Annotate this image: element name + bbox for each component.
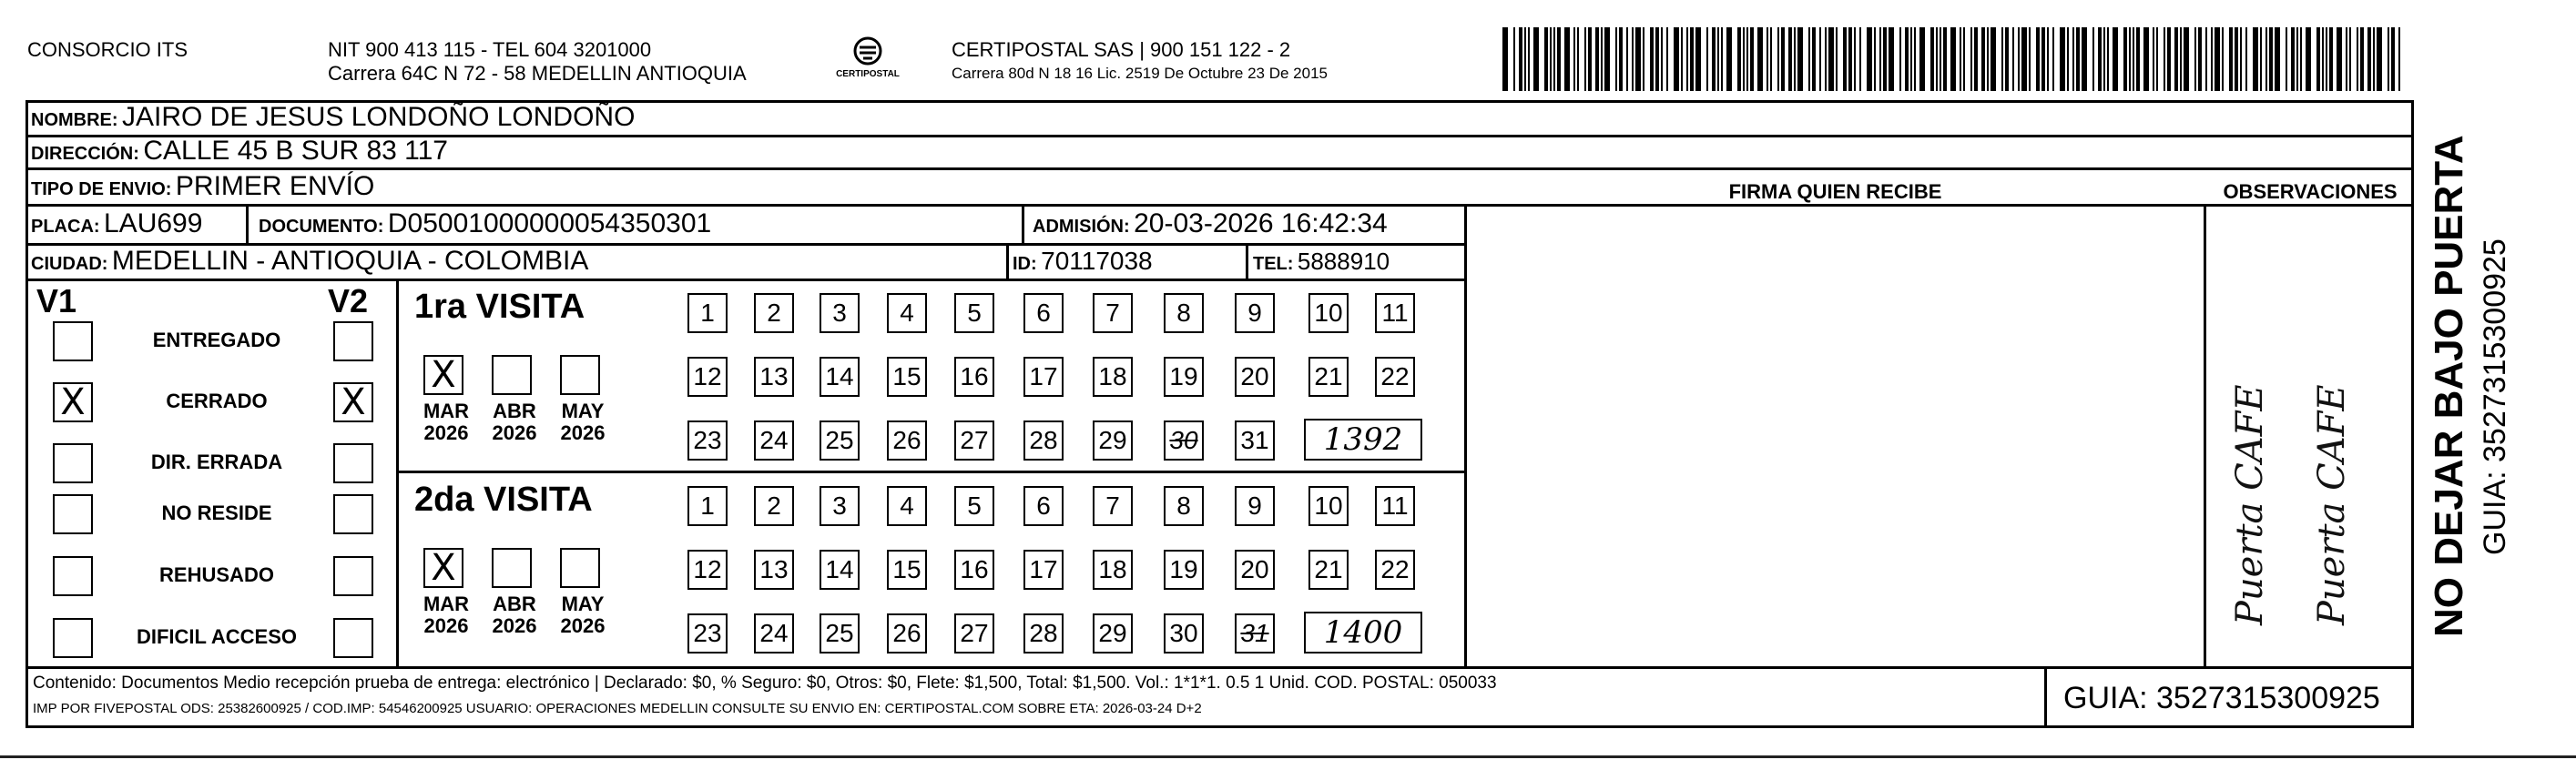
year-label: 2026 <box>492 421 537 444</box>
month-label: MAY <box>561 593 605 615</box>
day-box[interactable]: 16 <box>954 550 994 590</box>
month-checkbox[interactable] <box>492 355 532 395</box>
month-label: ABR <box>493 593 536 615</box>
documento-row <box>259 208 711 244</box>
placa-row <box>31 208 202 244</box>
v1-checkbox[interactable] <box>53 382 93 422</box>
footer-contenido: Contenido: Documentos Medio recepción prueba de entrega: electrónico | Declarado: $0, % Seguro: $0, Otros: $0, Flete: $1,500, Total: $1,500. Vol.: 1*1*1. 0.5 1 Unid. COD. POSTAL: 050033 <box>33 674 1497 693</box>
v2-checkbox[interactable] <box>333 443 373 483</box>
nombre-label: NOMBRE: <box>31 110 118 130</box>
day-box[interactable]: 23 <box>687 420 728 461</box>
tipo-value: PRIMER ENVÍO <box>175 171 375 201</box>
direccion-label: DIRECCIÓN: <box>31 144 139 164</box>
v2-checkbox[interactable] <box>333 494 373 534</box>
day-box[interactable]: 15 <box>887 357 927 397</box>
day-box[interactable]: 22 <box>1375 357 1415 397</box>
day-box[interactable]: 24 <box>754 420 794 461</box>
side-guia: GUIA: 3527315300925 <box>2478 238 2512 555</box>
month-checkbox[interactable] <box>492 548 532 588</box>
day-box[interactable]: 2 <box>754 486 794 526</box>
company-name: CONSORCIO ITS <box>27 38 188 61</box>
firma-area[interactable] <box>1467 207 2204 666</box>
nombre-row <box>31 102 635 137</box>
v1-mark <box>55 620 91 656</box>
certipostal-logo <box>836 33 900 87</box>
observacion-1: Puerta CAFE <box>2229 384 2271 625</box>
admision-label: ADMISIÓN: <box>1033 217 1130 237</box>
barcode <box>1502 27 2413 91</box>
admision-row <box>1033 208 1388 244</box>
day-box[interactable]: 23 <box>687 613 728 653</box>
status-label: DIFICIL ACCESO <box>136 625 297 648</box>
status-label: ENTREGADO <box>152 329 281 351</box>
v1-mark <box>55 558 91 594</box>
status-label: REHUSADO <box>159 563 274 586</box>
day-box[interactable]: 13 <box>754 550 794 590</box>
placa-label: PLACA: <box>31 217 100 237</box>
day-box[interactable]: 18 <box>1093 550 1133 590</box>
tel-label: TEL: <box>1253 254 1294 274</box>
observaciones-header: OBSERVACIONES <box>2223 180 2398 203</box>
day-box[interactable]: 8 <box>1164 486 1204 526</box>
day-box[interactable]: 24 <box>754 613 794 653</box>
visit-time[interactable]: 1400 <box>1304 612 1422 653</box>
month-label: MAY <box>561 400 605 422</box>
nit-line: NIT 900 413 115 - TEL 604 3201000 <box>328 38 652 61</box>
month-mark <box>494 550 530 586</box>
no-dejar-title: NO DEJAR BAJO PUERTA <box>2427 135 2471 637</box>
day-box[interactable]: 13 <box>754 357 794 397</box>
nombre-value: JAIRO DE JESUS LONDOÑO LONDOÑO <box>122 102 636 132</box>
year-label: 2026 <box>492 614 537 637</box>
visita-title: 1ra VISITA <box>414 288 585 326</box>
day-box[interactable]: 30 <box>1164 420 1204 461</box>
v2-checkbox[interactable] <box>333 321 373 361</box>
v1-checkbox[interactable] <box>53 321 93 361</box>
v2-checkbox[interactable] <box>333 618 373 658</box>
address-line: Carrera 64C N 72 - 58 MEDELLIN ANTIOQUIA <box>328 62 747 85</box>
v1-mark <box>55 496 91 532</box>
day-box[interactable]: 3 <box>820 293 860 333</box>
v2-mark <box>335 620 372 656</box>
documento-label: DOCUMENTO: <box>259 217 384 237</box>
v2-mark <box>335 323 372 360</box>
id-label: ID: <box>1013 254 1037 274</box>
status-label: NO RESIDE <box>161 502 272 524</box>
day-box[interactable]: 16 <box>954 357 994 397</box>
day-box[interactable]: 30 <box>1164 613 1204 653</box>
v2-mark <box>335 496 372 532</box>
month-label: MAR <box>423 400 470 422</box>
day-box[interactable]: 25 <box>820 613 860 653</box>
v1-mark: X <box>60 381 86 423</box>
day-box[interactable]: 31 <box>1235 420 1275 461</box>
month-checkbox[interactable] <box>560 548 600 588</box>
v1-label: V1 <box>36 282 77 319</box>
month-mark <box>562 550 598 586</box>
year-label: 2026 <box>423 614 469 637</box>
day-box[interactable]: 17 <box>1023 550 1064 590</box>
day-box[interactable]: 26 <box>887 613 927 653</box>
day-box[interactable]: 7 <box>1093 486 1133 526</box>
day-box[interactable]: 17 <box>1023 357 1064 397</box>
day-box[interactable]: 28 <box>1023 420 1064 461</box>
tel-value: 5888910 <box>1297 248 1390 275</box>
month-checkbox[interactable] <box>560 355 600 395</box>
day-box[interactable]: 5 <box>954 293 994 333</box>
day-box[interactable]: 29 <box>1093 420 1133 461</box>
day-box[interactable]: 18 <box>1093 357 1133 397</box>
courier-line: CERTIPOSTAL SAS | 900 151 122 - 2 <box>952 38 1291 61</box>
v2-mark <box>335 558 372 594</box>
v1-mark <box>55 445 91 481</box>
day-box[interactable]: 11 <box>1375 486 1415 526</box>
v1-checkbox[interactable] <box>53 618 93 658</box>
admision-value: 20-03-2026 16:42:34 <box>1134 208 1388 238</box>
logo-text: CERTIPOSTAL <box>836 69 900 79</box>
footer-impresion: IMP POR FIVEPOSTAL ODS: 25382600925 / COD.IMP: 54546200925 USUARIO: OPERACIONES MEDELLIN CONSULTE SU ENVIO EN: CERTIPOSTAL.COM SOBRE ETA: 2026-03-24 D+2 <box>33 701 1202 716</box>
month-mark <box>494 357 530 393</box>
day-box[interactable]: 27 <box>954 420 994 461</box>
day-box[interactable]: 4 <box>887 486 927 526</box>
day-box[interactable]: 29 <box>1093 613 1133 653</box>
day-box[interactable]: 3 <box>820 486 860 526</box>
day-box[interactable]: 20 <box>1235 357 1275 397</box>
day-box[interactable]: 14 <box>820 550 860 590</box>
day-box[interactable]: 1 <box>687 293 728 333</box>
day-box[interactable]: 19 <box>1164 357 1204 397</box>
visit-time[interactable]: 1392 <box>1304 419 1422 461</box>
year-label: 2026 <box>560 614 606 637</box>
firma-header: FIRMA QUIEN RECIBE <box>1728 180 1942 203</box>
id-value: 70117038 <box>1041 247 1153 275</box>
ciudad-value: MEDELLIN - ANTIOQUIA - COLOMBIA <box>111 246 589 276</box>
observaciones-area[interactable] <box>2206 207 2414 666</box>
v1-checkbox[interactable] <box>53 556 93 596</box>
day-box[interactable]: 31 <box>1235 613 1275 653</box>
status-label: CERRADO <box>166 390 268 412</box>
day-box[interactable]: 12 <box>687 550 728 590</box>
day-box[interactable]: 27 <box>954 613 994 653</box>
courier-address: Carrera 80d N 18 16 Lic. 2519 De Octubre 23 De 2015 <box>952 65 1328 82</box>
v1-mark <box>55 323 91 360</box>
month-checkbox[interactable] <box>423 355 463 395</box>
status-label: DIR. ERRADA <box>150 451 283 473</box>
year-label: 2026 <box>423 421 469 444</box>
year-label: 2026 <box>560 421 606 444</box>
v1-checkbox[interactable] <box>53 443 93 483</box>
v2-label: V2 <box>328 282 369 319</box>
month-mark: X <box>431 547 456 589</box>
day-box[interactable]: 10 <box>1308 293 1349 333</box>
day-box[interactable]: 15 <box>887 550 927 590</box>
month-mark <box>562 357 598 393</box>
day-box[interactable]: 6 <box>1023 486 1064 526</box>
footer-guia: GUIA: 3527315300925 <box>2063 681 2380 715</box>
day-box[interactable]: 20 <box>1235 550 1275 590</box>
visita-title: 2da VISITA <box>414 481 593 519</box>
day-box[interactable]: 21 <box>1308 357 1349 397</box>
v2-mark: X <box>341 381 366 423</box>
tel-row <box>1253 246 1390 281</box>
day-box[interactable]: 4 <box>887 293 927 333</box>
day-box[interactable]: 9 <box>1235 486 1275 526</box>
day-box[interactable]: 22 <box>1375 550 1415 590</box>
v2-checkbox[interactable] <box>333 556 373 596</box>
id-row <box>1013 246 1153 281</box>
observacion-2: Puerta CAFE <box>2311 384 2353 625</box>
month-label: MAR <box>423 593 470 615</box>
v1-checkbox[interactable] <box>53 494 93 534</box>
day-box[interactable]: 7 <box>1093 293 1133 333</box>
day-box[interactable]: 25 <box>820 420 860 461</box>
day-box[interactable]: 6 <box>1023 293 1064 333</box>
placa-value: LAU699 <box>104 208 203 238</box>
tipo-row <box>31 171 374 207</box>
direccion-row <box>31 136 448 171</box>
day-box[interactable]: 26 <box>887 420 927 461</box>
day-box[interactable]: 19 <box>1164 550 1204 590</box>
day-box[interactable]: 14 <box>820 357 860 397</box>
direccion-value: CALLE 45 B SUR 83 117 <box>143 136 448 166</box>
day-box[interactable]: 21 <box>1308 550 1349 590</box>
month-label: ABR <box>493 400 536 422</box>
month-checkbox[interactable] <box>423 548 463 588</box>
day-box[interactable]: 8 <box>1164 293 1204 333</box>
day-box[interactable]: 5 <box>954 486 994 526</box>
day-box[interactable]: 2 <box>754 293 794 333</box>
ciudad-row <box>31 246 588 281</box>
tipo-label: TIPO DE ENVIO: <box>31 179 172 199</box>
day-box[interactable]: 10 <box>1308 486 1349 526</box>
month-mark: X <box>431 354 456 396</box>
day-box[interactable]: 9 <box>1235 293 1275 333</box>
ciudad-label: CIUDAD: <box>31 254 108 274</box>
day-box[interactable]: 12 <box>687 357 728 397</box>
v2-checkbox[interactable] <box>333 382 373 422</box>
day-box[interactable]: 11 <box>1375 293 1415 333</box>
v2-mark <box>335 445 372 481</box>
day-box[interactable]: 28 <box>1023 613 1064 653</box>
documento-value: D05001000000054350301 <box>387 208 712 238</box>
day-box[interactable]: 1 <box>687 486 728 526</box>
bottom-edge-line <box>0 755 2576 758</box>
